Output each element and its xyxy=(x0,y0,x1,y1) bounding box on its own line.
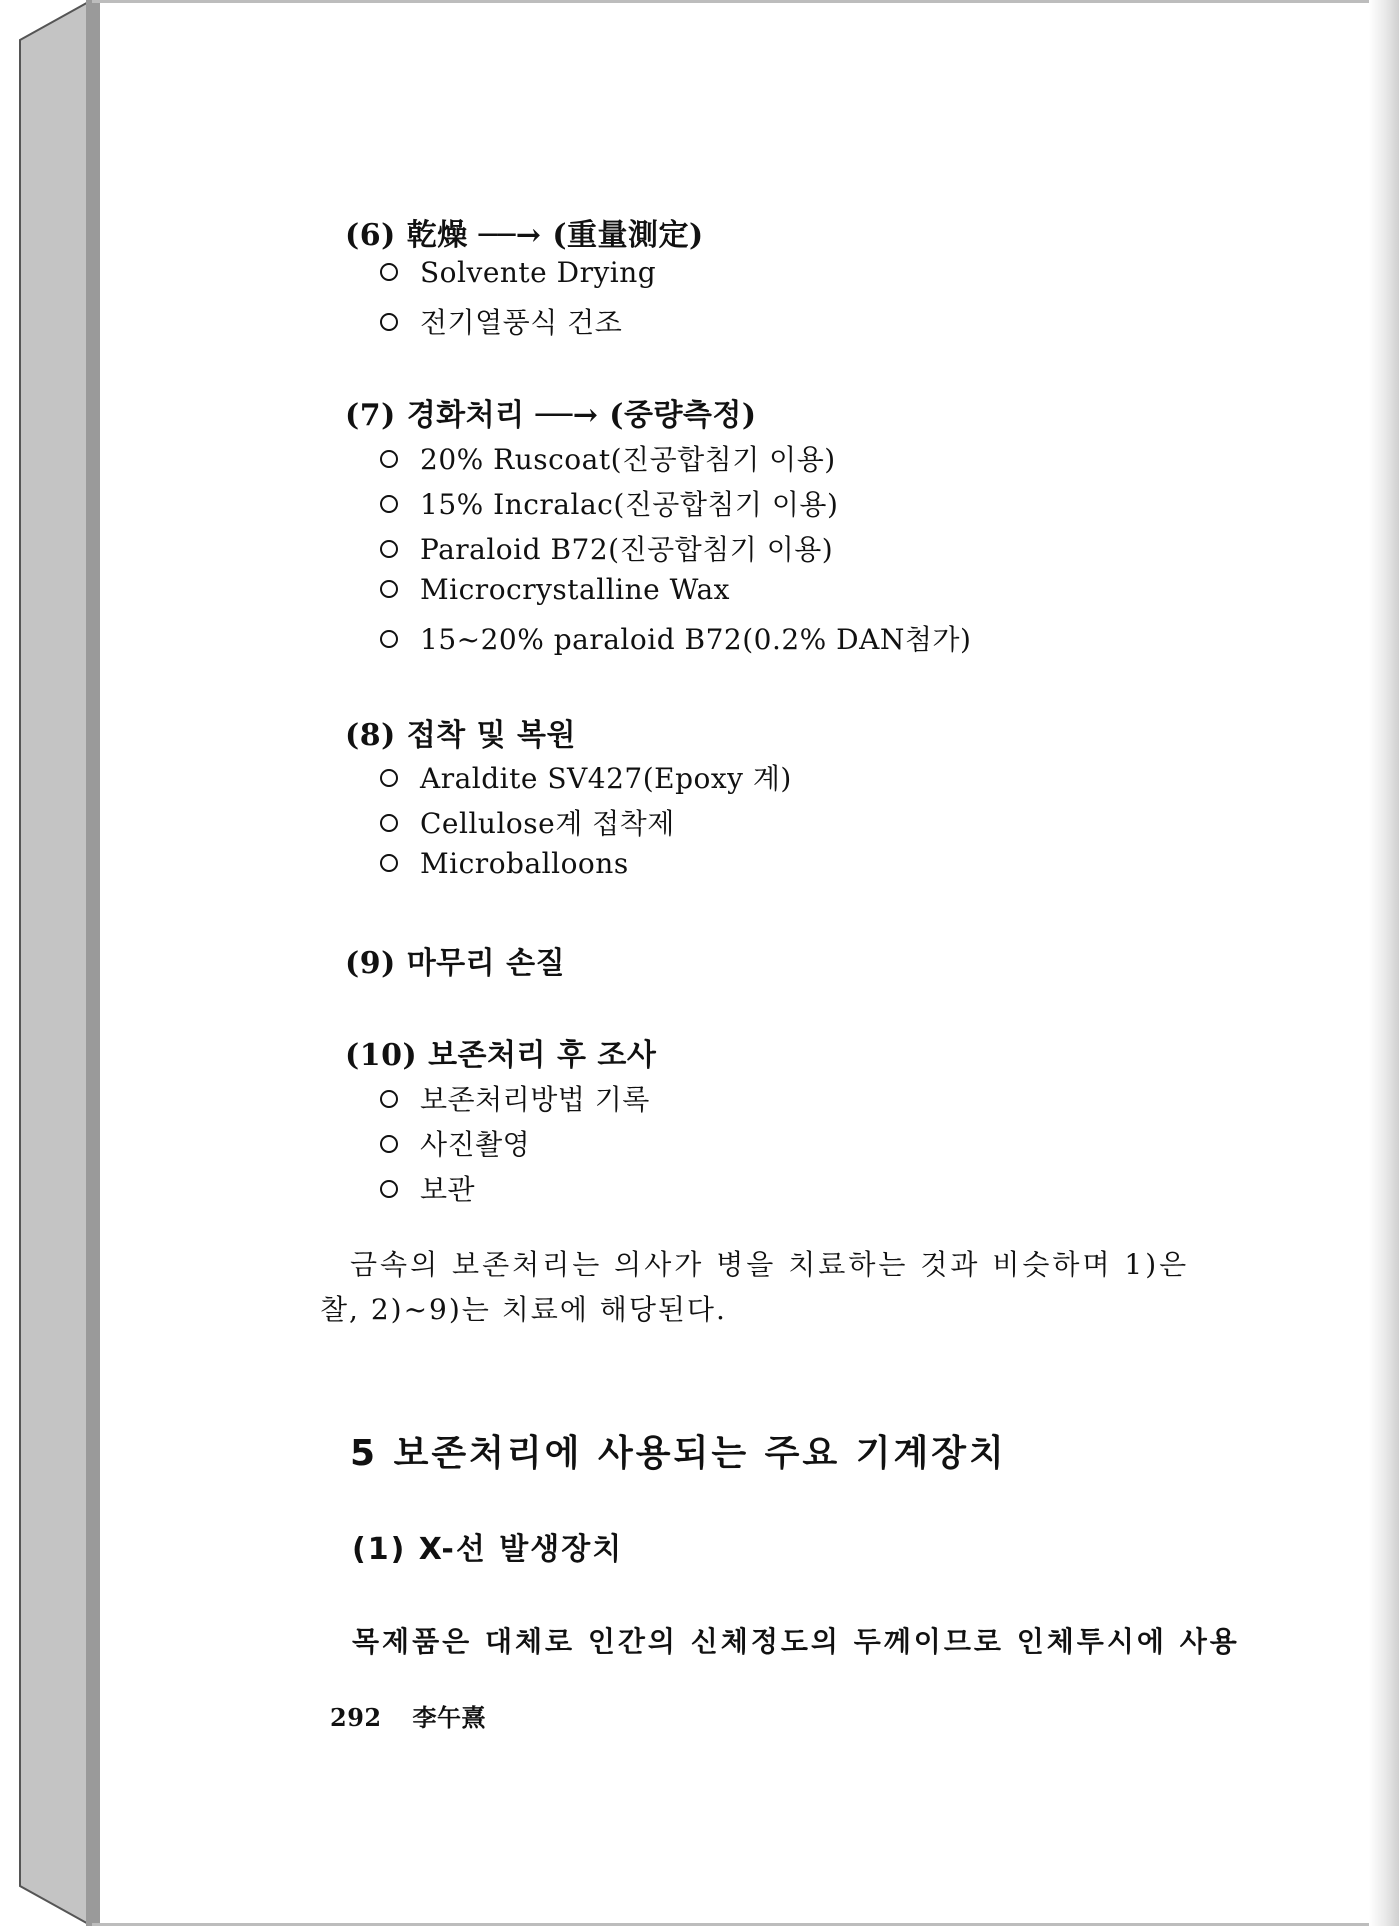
circle-bullet-icon xyxy=(380,313,398,331)
item-text: Microcrystalline Wax xyxy=(420,573,730,606)
section-7-item xyxy=(380,528,833,568)
section-5-title: 5 보존처리에 사용되는 주요 기계장치 xyxy=(350,1433,1007,1474)
item-text: 15% Incralac(진공합침기 이용) xyxy=(420,488,839,521)
section-5-subtitle: (1) X-선 발생장치 xyxy=(352,1532,624,1567)
item-text: 보존처리방법 기록 xyxy=(420,1083,650,1116)
circle-bullet-icon xyxy=(380,630,398,648)
circle-bullet-icon xyxy=(380,1090,398,1108)
item-text: Microballoons xyxy=(420,847,629,880)
author-name: 李午熹 xyxy=(412,1703,486,1732)
item-text: 보관 xyxy=(420,1173,476,1206)
section-9-heading: (9) 마무리 손질 xyxy=(345,946,566,981)
section-8-item xyxy=(380,847,629,880)
circle-bullet-icon xyxy=(380,1135,398,1153)
page-footer xyxy=(330,1698,486,1733)
circle-bullet-icon xyxy=(380,450,398,468)
circle-bullet-icon xyxy=(380,854,398,872)
section-5-text: 목제품은 대체로 인간의 신체정도의 두께이므로 인체투시에 사용 xyxy=(352,1625,1240,1658)
section-7-item xyxy=(380,438,836,478)
section-8-item xyxy=(380,757,792,797)
section-6-item xyxy=(380,301,622,341)
item-text: 15~20% paraloid B72(0.2% DAN첨가) xyxy=(420,623,972,656)
paragraph-line-2: 찰, 2)~9)는 치료에 해당된다. xyxy=(320,1293,727,1326)
section-8-item xyxy=(380,802,675,842)
section-8-heading: (8) 접착 및 복원 xyxy=(345,718,576,753)
item-text: 사진촬영 xyxy=(420,1128,531,1161)
item-text: 20% Ruscoat(진공합침기 이용) xyxy=(420,443,836,476)
section-7-heading: (7) 경화처리 ──→ (중량측정) xyxy=(345,398,757,433)
section-6-heading: (6) 乾燥 ──→ (重量測定) xyxy=(345,218,704,253)
section-7-item xyxy=(380,618,971,658)
circle-bullet-icon xyxy=(380,495,398,513)
section-10-item xyxy=(380,1078,650,1118)
circle-bullet-icon xyxy=(380,263,398,281)
item-text: Araldite SV427(Epoxy 계) xyxy=(420,762,792,795)
circle-bullet-icon xyxy=(380,540,398,558)
section-6-item xyxy=(380,256,656,289)
circle-bullet-icon xyxy=(380,1180,398,1198)
item-text: Solvente Drying xyxy=(420,256,657,289)
section-10-item xyxy=(380,1123,530,1163)
circle-bullet-icon xyxy=(380,580,398,598)
section-7-item xyxy=(380,483,838,523)
circle-bullet-icon xyxy=(380,769,398,787)
item-text: Paraloid B72(진공합침기 이용) xyxy=(420,533,834,566)
section-7-item xyxy=(380,573,730,606)
paragraph-line-1: 금속의 보존처리는 의사가 병을 치료하는 것과 비슷하며 1)은 xyxy=(350,1248,1190,1281)
section-10-heading: (10) 보존처리 후 조사 xyxy=(345,1038,657,1073)
page-number: 292 xyxy=(330,1703,382,1732)
item-text: 전기열풍식 건조 xyxy=(420,306,623,339)
circle-bullet-icon xyxy=(380,814,398,832)
item-text: Cellulose계 접착제 xyxy=(420,807,675,840)
section-10-item xyxy=(380,1168,475,1208)
